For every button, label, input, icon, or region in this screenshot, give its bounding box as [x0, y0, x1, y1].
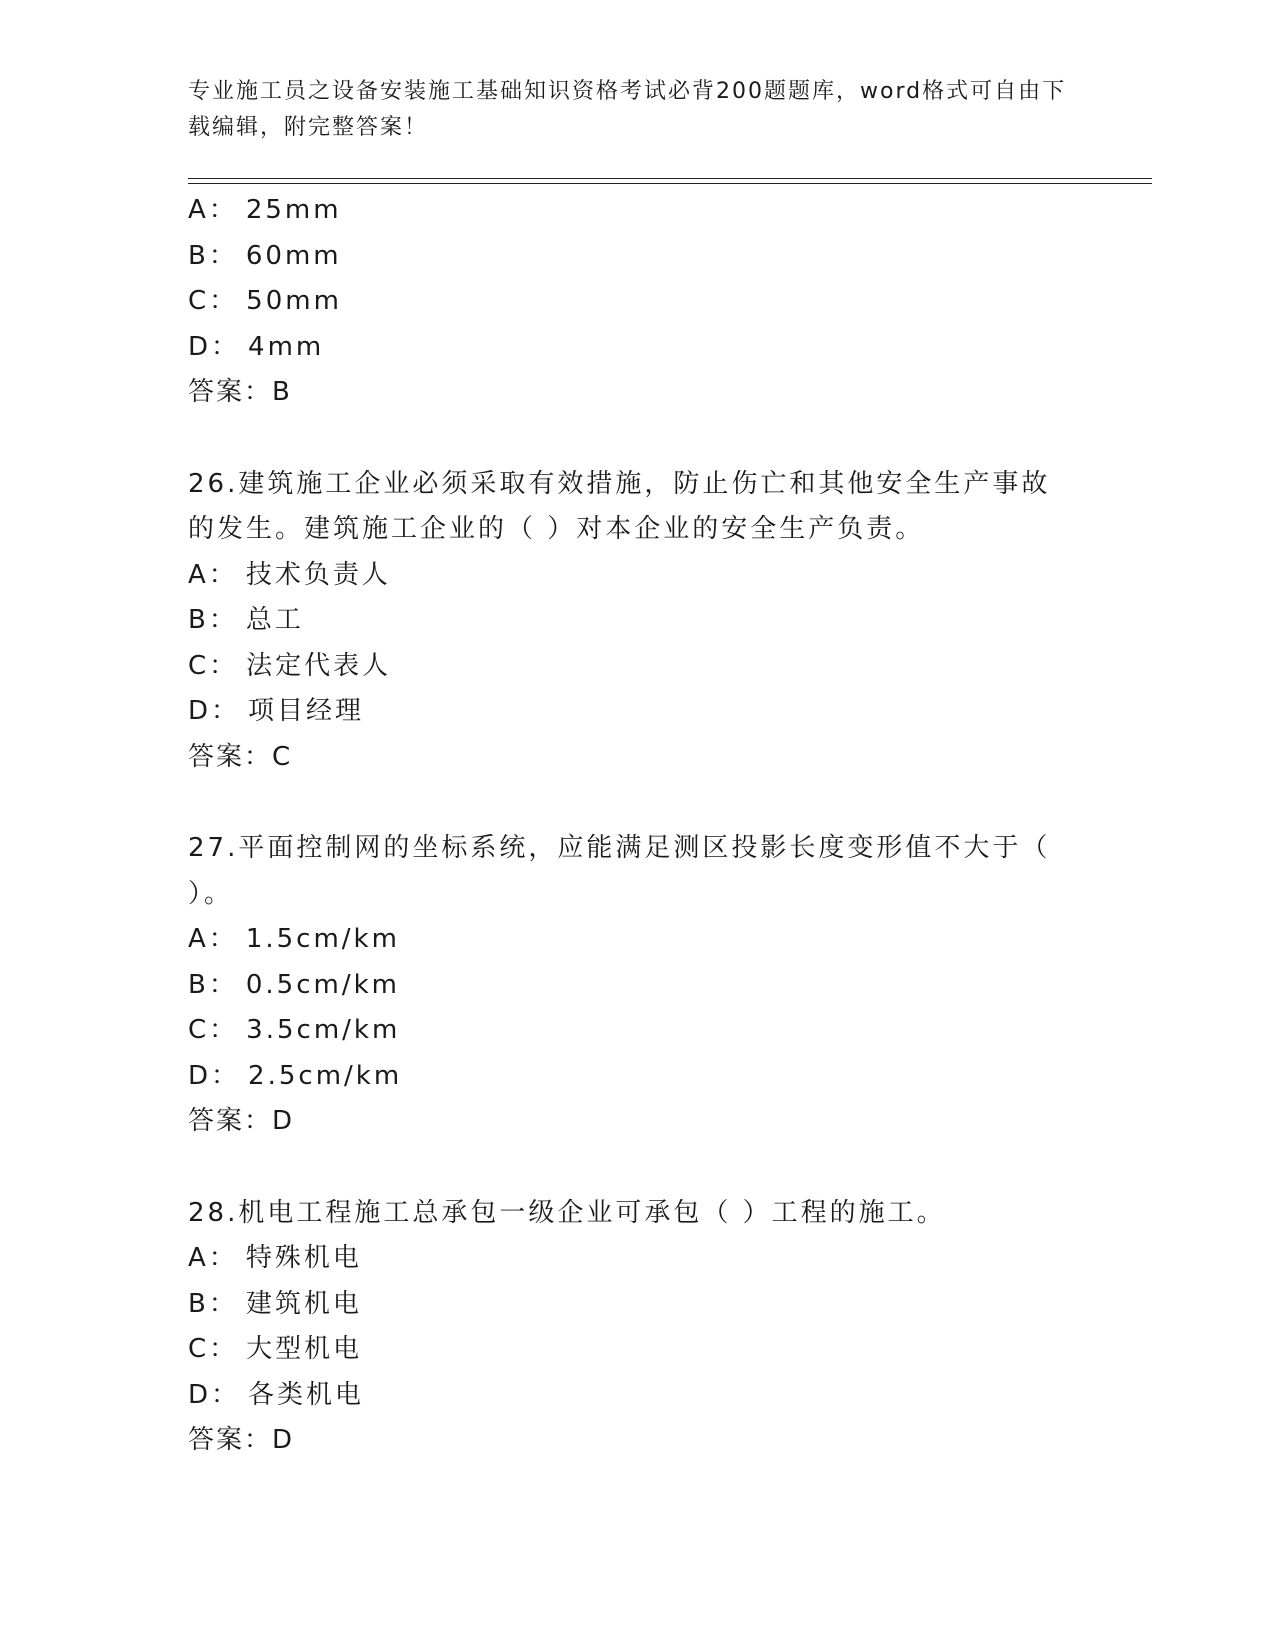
option-a: A： 特殊机电 — [188, 1243, 362, 1273]
option-b: B： 0.5cm/km — [188, 969, 400, 1000]
option-b: B： 总工 — [188, 605, 304, 635]
question-25 — [188, 188, 1108, 416]
option-a: A： 1.5cm/km — [188, 924, 400, 954]
option-d: D： 各类机电 — [188, 1379, 365, 1410]
question-text: 26.建筑施工企业必须采取有效措施，防止伤亡和其他安全生产事故的发生。建筑施工企业的（ ）对本企业的安全生产负责。 — [188, 468, 1051, 544]
option-b: B： 建筑机电 — [188, 1288, 362, 1319]
option-c: C： 50mm — [188, 286, 342, 316]
answer-line: 答案：D — [188, 1106, 295, 1136]
question-list — [188, 188, 1108, 1464]
option-b: B： 60mm — [188, 240, 342, 271]
question-text: 27.平面控制网的坐标系统，应能满足测区投影长度变形值不大于（ ）。 — [188, 833, 1051, 909]
option-c: C： 法定代表人 — [188, 650, 392, 681]
answer-line: 答案：D — [188, 1425, 295, 1455]
option-d: D： 4mm — [188, 331, 325, 362]
option-a: A： 技术负责人 — [188, 559, 391, 590]
answer-line: 答案：C — [188, 741, 293, 772]
option-d: D： 2.5cm/km — [188, 1060, 403, 1091]
option-c: C： 大型机电 — [188, 1334, 363, 1364]
answer-line: 答案：B — [188, 377, 292, 407]
question-text: 28.机电工程施工总承包一级企业可承包（ ）工程的施工。 — [188, 1197, 946, 1228]
question-27 — [188, 826, 1108, 1145]
question-28 — [188, 1191, 1108, 1464]
header-divider-bottom — [188, 183, 1152, 184]
question-26 — [188, 462, 1108, 781]
option-c: C： 3.5cm/km — [188, 1015, 401, 1045]
option-a: A： 25mm — [188, 195, 342, 225]
header-divider-top — [188, 178, 1152, 179]
option-d: D： 项目经理 — [188, 696, 365, 726]
document-header: 专业施工员之设备安装施工基础知识资格考试必背200题题库，word格式可自由下载编辑，附完整答案！ — [188, 79, 1067, 140]
